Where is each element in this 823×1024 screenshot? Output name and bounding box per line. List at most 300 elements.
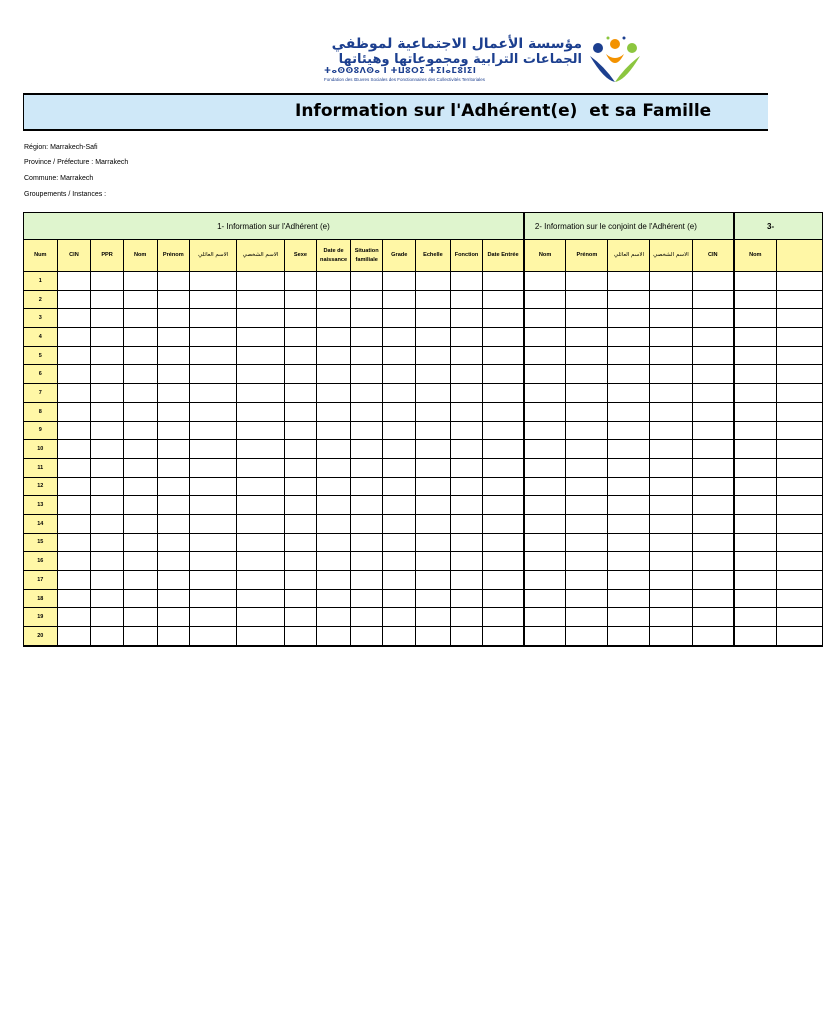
table-cell[interactable] <box>692 514 734 533</box>
table-cell[interactable] <box>608 365 650 384</box>
table-cell[interactable] <box>157 272 190 291</box>
table-cell[interactable] <box>350 440 383 459</box>
table-cell[interactable] <box>284 421 317 440</box>
table-cell[interactable] <box>317 458 351 477</box>
table-cell[interactable] <box>734 458 776 477</box>
table-cell[interactable] <box>450 290 483 309</box>
table-cell[interactable] <box>350 533 383 552</box>
table-cell[interactable] <box>650 552 692 571</box>
table-cell[interactable] <box>190 272 237 291</box>
table-cell[interactable] <box>566 571 608 590</box>
table-cell[interactable] <box>190 627 237 646</box>
table-cell[interactable] <box>416 477 451 496</box>
table-cell[interactable] <box>157 402 190 421</box>
table-cell[interactable] <box>776 272 822 291</box>
table-cell[interactable] <box>416 458 451 477</box>
table-cell[interactable] <box>650 346 692 365</box>
table-cell[interactable] <box>566 514 608 533</box>
table-cell[interactable] <box>383 440 416 459</box>
table-cell[interactable] <box>284 608 317 627</box>
table-cell[interactable] <box>483 440 524 459</box>
table-cell[interactable] <box>350 458 383 477</box>
table-cell[interactable] <box>123 365 157 384</box>
table-cell[interactable] <box>416 290 451 309</box>
table-cell[interactable] <box>237 402 284 421</box>
table-cell[interactable] <box>416 346 451 365</box>
table-cell[interactable] <box>650 608 692 627</box>
table-cell[interactable] <box>483 477 524 496</box>
table-cell[interactable] <box>91 589 124 608</box>
table-cell[interactable] <box>383 346 416 365</box>
table-cell[interactable] <box>284 477 317 496</box>
table-cell[interactable] <box>383 627 416 646</box>
table-cell[interactable] <box>91 552 124 571</box>
table-cell[interactable] <box>650 384 692 403</box>
table-cell[interactable] <box>450 552 483 571</box>
table-cell[interactable] <box>483 421 524 440</box>
table-cell[interactable] <box>608 309 650 328</box>
table-cell[interactable] <box>123 421 157 440</box>
table-cell[interactable] <box>650 421 692 440</box>
table-cell[interactable] <box>123 608 157 627</box>
table-cell[interactable] <box>608 477 650 496</box>
table-cell[interactable] <box>608 328 650 347</box>
table-cell[interactable] <box>284 627 317 646</box>
table-cell[interactable] <box>450 402 483 421</box>
table-cell[interactable] <box>776 552 822 571</box>
table-cell[interactable] <box>57 608 91 627</box>
table-cell[interactable] <box>566 309 608 328</box>
table-cell[interactable] <box>123 458 157 477</box>
table-cell[interactable] <box>350 402 383 421</box>
table-cell[interactable] <box>776 328 822 347</box>
table-cell[interactable] <box>566 477 608 496</box>
table-cell[interactable] <box>450 571 483 590</box>
table-cell[interactable] <box>692 365 734 384</box>
table-cell[interactable] <box>524 346 566 365</box>
table-cell[interactable] <box>383 458 416 477</box>
table-cell[interactable] <box>650 272 692 291</box>
table-cell[interactable] <box>692 402 734 421</box>
table-cell[interactable] <box>350 514 383 533</box>
table-cell[interactable] <box>157 421 190 440</box>
table-cell[interactable] <box>566 533 608 552</box>
table-cell[interactable] <box>416 328 451 347</box>
table-cell[interactable] <box>416 533 451 552</box>
table-cell[interactable] <box>650 514 692 533</box>
table-cell[interactable] <box>237 384 284 403</box>
table-cell[interactable] <box>237 552 284 571</box>
table-cell[interactable] <box>450 384 483 403</box>
table-cell[interactable] <box>450 514 483 533</box>
table-cell[interactable] <box>284 346 317 365</box>
table-cell[interactable] <box>450 328 483 347</box>
table-cell[interactable] <box>524 309 566 328</box>
table-cell[interactable] <box>157 440 190 459</box>
table-cell[interactable] <box>776 458 822 477</box>
table-cell[interactable] <box>284 402 317 421</box>
table-cell[interactable] <box>692 496 734 515</box>
table-cell[interactable] <box>190 421 237 440</box>
table-cell[interactable] <box>190 328 237 347</box>
table-cell[interactable] <box>57 384 91 403</box>
table-cell[interactable] <box>692 309 734 328</box>
table-cell[interactable] <box>483 627 524 646</box>
table-cell[interactable] <box>734 589 776 608</box>
table-cell[interactable] <box>91 384 124 403</box>
table-cell[interactable] <box>650 328 692 347</box>
table-cell[interactable] <box>157 496 190 515</box>
table-cell[interactable] <box>450 608 483 627</box>
table-cell[interactable] <box>524 552 566 571</box>
table-cell[interactable] <box>91 346 124 365</box>
table-cell[interactable] <box>157 328 190 347</box>
table-cell[interactable] <box>350 328 383 347</box>
table-cell[interactable] <box>237 589 284 608</box>
table-cell[interactable] <box>734 346 776 365</box>
table-cell[interactable] <box>483 589 524 608</box>
table-cell[interactable] <box>524 421 566 440</box>
table-cell[interactable] <box>776 309 822 328</box>
table-cell[interactable] <box>734 627 776 646</box>
table-cell[interactable] <box>350 272 383 291</box>
table-cell[interactable] <box>91 533 124 552</box>
table-cell[interactable] <box>317 496 351 515</box>
table-cell[interactable] <box>284 290 317 309</box>
table-cell[interactable] <box>524 272 566 291</box>
table-cell[interactable] <box>692 346 734 365</box>
table-cell[interactable] <box>317 608 351 627</box>
table-cell[interactable] <box>91 627 124 646</box>
table-cell[interactable] <box>776 589 822 608</box>
table-cell[interactable] <box>734 309 776 328</box>
table-cell[interactable] <box>123 402 157 421</box>
table-cell[interactable] <box>123 589 157 608</box>
table-cell[interactable] <box>157 608 190 627</box>
table-cell[interactable] <box>692 384 734 403</box>
table-cell[interactable] <box>317 272 351 291</box>
table-cell[interactable] <box>734 496 776 515</box>
table-cell[interactable] <box>317 440 351 459</box>
table-cell[interactable] <box>450 496 483 515</box>
table-cell[interactable] <box>483 571 524 590</box>
table-cell[interactable] <box>608 496 650 515</box>
table-cell[interactable] <box>284 589 317 608</box>
table-cell[interactable] <box>284 384 317 403</box>
table-cell[interactable] <box>524 589 566 608</box>
table-cell[interactable] <box>416 608 451 627</box>
table-cell[interactable] <box>237 421 284 440</box>
table-cell[interactable] <box>317 477 351 496</box>
table-cell[interactable] <box>237 440 284 459</box>
table-cell[interactable] <box>483 608 524 627</box>
table-cell[interactable] <box>776 608 822 627</box>
table-cell[interactable] <box>483 514 524 533</box>
table-cell[interactable] <box>524 533 566 552</box>
table-cell[interactable] <box>284 571 317 590</box>
table-cell[interactable] <box>350 552 383 571</box>
table-cell[interactable] <box>237 477 284 496</box>
table-cell[interactable] <box>190 458 237 477</box>
table-cell[interactable] <box>317 346 351 365</box>
table-cell[interactable] <box>284 440 317 459</box>
table-cell[interactable] <box>416 627 451 646</box>
table-cell[interactable] <box>734 384 776 403</box>
table-cell[interactable] <box>450 440 483 459</box>
table-cell[interactable] <box>416 571 451 590</box>
table-cell[interactable] <box>383 514 416 533</box>
table-cell[interactable] <box>566 608 608 627</box>
table-cell[interactable] <box>734 571 776 590</box>
table-cell[interactable] <box>692 552 734 571</box>
table-cell[interactable] <box>734 533 776 552</box>
table-cell[interactable] <box>157 571 190 590</box>
table-cell[interactable] <box>692 627 734 646</box>
table-cell[interactable] <box>383 477 416 496</box>
table-cell[interactable] <box>237 272 284 291</box>
table-cell[interactable] <box>734 365 776 384</box>
table-cell[interactable] <box>608 421 650 440</box>
table-cell[interactable] <box>317 552 351 571</box>
table-cell[interactable] <box>776 402 822 421</box>
table-cell[interactable] <box>91 402 124 421</box>
table-cell[interactable] <box>734 477 776 496</box>
table-cell[interactable] <box>776 346 822 365</box>
table-cell[interactable] <box>776 365 822 384</box>
table-cell[interactable] <box>157 365 190 384</box>
table-cell[interactable] <box>608 346 650 365</box>
table-cell[interactable] <box>383 496 416 515</box>
table-cell[interactable] <box>692 458 734 477</box>
table-cell[interactable] <box>123 309 157 328</box>
table-cell[interactable] <box>524 384 566 403</box>
table-cell[interactable] <box>91 571 124 590</box>
table-cell[interactable] <box>317 328 351 347</box>
table-cell[interactable] <box>650 290 692 309</box>
table-cell[interactable] <box>383 290 416 309</box>
table-cell[interactable] <box>57 477 91 496</box>
table-cell[interactable] <box>692 589 734 608</box>
table-cell[interactable] <box>91 608 124 627</box>
table-cell[interactable] <box>566 458 608 477</box>
table-cell[interactable] <box>524 571 566 590</box>
table-cell[interactable] <box>57 309 91 328</box>
table-cell[interactable] <box>91 421 124 440</box>
table-cell[interactable] <box>350 589 383 608</box>
table-cell[interactable] <box>190 533 237 552</box>
table-cell[interactable] <box>734 272 776 291</box>
table-cell[interactable] <box>157 627 190 646</box>
table-cell[interactable] <box>608 402 650 421</box>
table-cell[interactable] <box>91 477 124 496</box>
table-cell[interactable] <box>57 589 91 608</box>
table-cell[interactable] <box>450 421 483 440</box>
table-cell[interactable] <box>524 440 566 459</box>
table-cell[interactable] <box>416 440 451 459</box>
table-cell[interactable] <box>350 627 383 646</box>
table-cell[interactable] <box>383 571 416 590</box>
table-cell[interactable] <box>350 384 383 403</box>
table-cell[interactable] <box>524 365 566 384</box>
table-cell[interactable] <box>524 290 566 309</box>
table-cell[interactable] <box>350 477 383 496</box>
table-cell[interactable] <box>692 421 734 440</box>
table-cell[interactable] <box>566 421 608 440</box>
table-cell[interactable] <box>566 496 608 515</box>
table-cell[interactable] <box>524 627 566 646</box>
table-cell[interactable] <box>776 571 822 590</box>
table-cell[interactable] <box>91 458 124 477</box>
table-cell[interactable] <box>650 458 692 477</box>
table-cell[interactable] <box>157 477 190 496</box>
table-cell[interactable] <box>566 627 608 646</box>
table-cell[interactable] <box>237 571 284 590</box>
table-cell[interactable] <box>284 533 317 552</box>
table-cell[interactable] <box>123 552 157 571</box>
table-cell[interactable] <box>190 402 237 421</box>
table-cell[interactable] <box>157 533 190 552</box>
table-cell[interactable] <box>608 533 650 552</box>
table-cell[interactable] <box>383 552 416 571</box>
table-cell[interactable] <box>237 608 284 627</box>
table-cell[interactable] <box>416 402 451 421</box>
table-cell[interactable] <box>237 533 284 552</box>
table-cell[interactable] <box>57 402 91 421</box>
table-cell[interactable] <box>123 627 157 646</box>
table-cell[interactable] <box>524 458 566 477</box>
table-cell[interactable] <box>237 309 284 328</box>
table-cell[interactable] <box>57 571 91 590</box>
table-cell[interactable] <box>650 533 692 552</box>
table-cell[interactable] <box>57 290 91 309</box>
table-cell[interactable] <box>190 496 237 515</box>
table-cell[interactable] <box>123 346 157 365</box>
table-cell[interactable] <box>284 272 317 291</box>
table-cell[interactable] <box>566 384 608 403</box>
table-cell[interactable] <box>383 328 416 347</box>
table-cell[interactable] <box>123 514 157 533</box>
table-cell[interactable] <box>483 533 524 552</box>
table-cell[interactable] <box>776 384 822 403</box>
table-cell[interactable] <box>692 290 734 309</box>
table-cell[interactable] <box>450 458 483 477</box>
table-cell[interactable] <box>776 496 822 515</box>
table-cell[interactable] <box>57 272 91 291</box>
table-cell[interactable] <box>566 290 608 309</box>
table-cell[interactable] <box>157 552 190 571</box>
table-cell[interactable] <box>123 533 157 552</box>
table-cell[interactable] <box>350 346 383 365</box>
table-cell[interactable] <box>157 514 190 533</box>
table-cell[interactable] <box>91 496 124 515</box>
table-cell[interactable] <box>650 365 692 384</box>
table-cell[interactable] <box>483 365 524 384</box>
table-cell[interactable] <box>237 328 284 347</box>
table-cell[interactable] <box>57 533 91 552</box>
table-cell[interactable] <box>190 608 237 627</box>
table-cell[interactable] <box>91 328 124 347</box>
table-cell[interactable] <box>383 533 416 552</box>
table-cell[interactable] <box>734 440 776 459</box>
table-cell[interactable] <box>524 328 566 347</box>
table-cell[interactable] <box>734 608 776 627</box>
table-cell[interactable] <box>190 309 237 328</box>
table-cell[interactable] <box>91 272 124 291</box>
table-cell[interactable] <box>57 552 91 571</box>
table-cell[interactable] <box>237 496 284 515</box>
table-cell[interactable] <box>91 309 124 328</box>
table-cell[interactable] <box>734 328 776 347</box>
table-cell[interactable] <box>776 290 822 309</box>
table-cell[interactable] <box>734 402 776 421</box>
table-cell[interactable] <box>692 328 734 347</box>
table-cell[interactable] <box>190 514 237 533</box>
table-cell[interactable] <box>524 514 566 533</box>
table-cell[interactable] <box>237 290 284 309</box>
table-cell[interactable] <box>123 272 157 291</box>
table-cell[interactable] <box>157 589 190 608</box>
table-cell[interactable] <box>734 514 776 533</box>
table-cell[interactable] <box>483 384 524 403</box>
table-cell[interactable] <box>776 627 822 646</box>
table-cell[interactable] <box>734 290 776 309</box>
table-cell[interactable] <box>650 571 692 590</box>
table-cell[interactable] <box>416 272 451 291</box>
table-cell[interactable] <box>237 627 284 646</box>
table-cell[interactable] <box>317 421 351 440</box>
table-cell[interactable] <box>608 458 650 477</box>
table-cell[interactable] <box>566 346 608 365</box>
table-cell[interactable] <box>692 608 734 627</box>
table-cell[interactable] <box>776 533 822 552</box>
table-cell[interactable] <box>608 552 650 571</box>
table-cell[interactable] <box>416 384 451 403</box>
table-cell[interactable] <box>350 496 383 515</box>
table-cell[interactable] <box>483 328 524 347</box>
table-cell[interactable] <box>650 496 692 515</box>
table-cell[interactable] <box>91 365 124 384</box>
table-cell[interactable] <box>237 458 284 477</box>
table-cell[interactable] <box>383 421 416 440</box>
table-cell[interactable] <box>317 571 351 590</box>
table-cell[interactable] <box>524 496 566 515</box>
table-cell[interactable] <box>350 571 383 590</box>
table-cell[interactable] <box>190 384 237 403</box>
table-cell[interactable] <box>350 309 383 328</box>
table-cell[interactable] <box>237 514 284 533</box>
table-cell[interactable] <box>450 272 483 291</box>
table-cell[interactable] <box>416 365 451 384</box>
table-cell[interactable] <box>450 533 483 552</box>
table-cell[interactable] <box>157 290 190 309</box>
table-cell[interactable] <box>734 421 776 440</box>
table-cell[interactable] <box>450 627 483 646</box>
table-cell[interactable] <box>608 440 650 459</box>
table-cell[interactable] <box>776 477 822 496</box>
table-cell[interactable] <box>317 402 351 421</box>
table-cell[interactable] <box>284 309 317 328</box>
table-cell[interactable] <box>608 627 650 646</box>
table-cell[interactable] <box>57 328 91 347</box>
table-cell[interactable] <box>383 402 416 421</box>
table-cell[interactable] <box>776 440 822 459</box>
table-cell[interactable] <box>650 477 692 496</box>
table-cell[interactable] <box>190 365 237 384</box>
table-cell[interactable] <box>483 272 524 291</box>
table-cell[interactable] <box>317 365 351 384</box>
table-cell[interactable] <box>692 533 734 552</box>
table-cell[interactable] <box>416 421 451 440</box>
